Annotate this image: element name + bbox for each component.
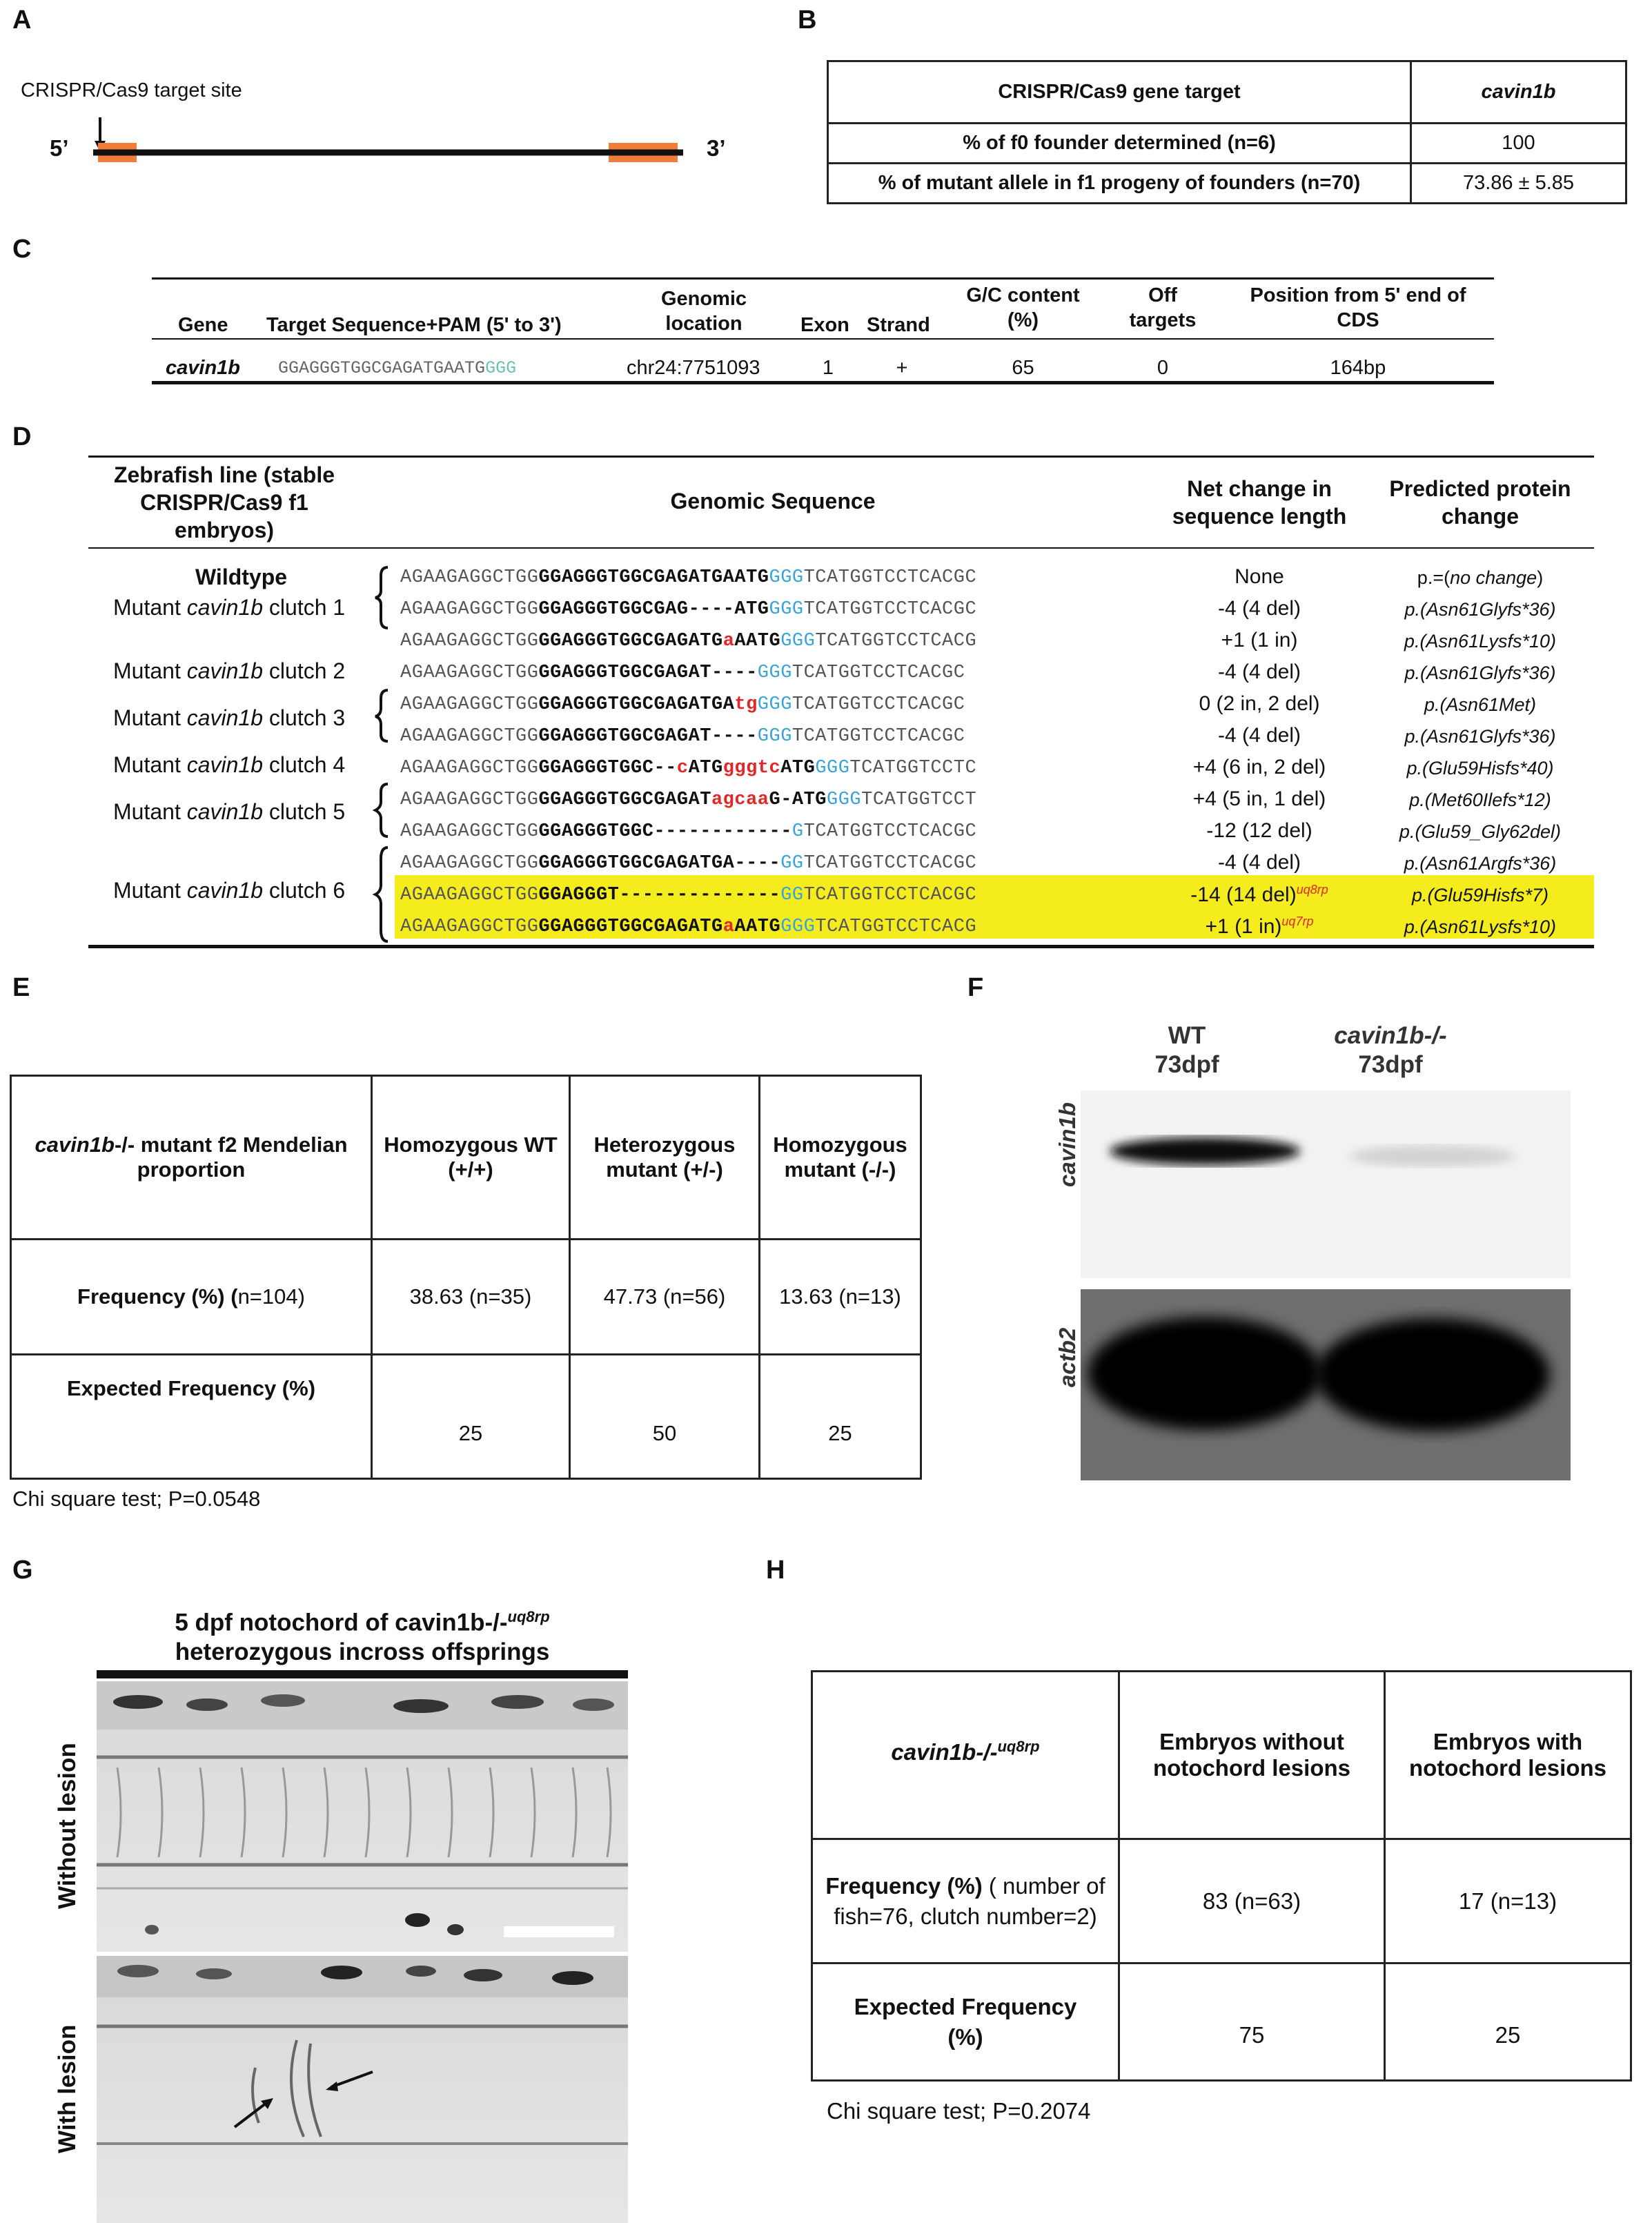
sequence-segment: AGAAGAGGCTGG: [400, 758, 539, 778]
panel-label-d: D: [12, 422, 32, 451]
lesion-expected-without: 75: [1119, 1964, 1385, 2081]
founder-row-label: % of mutant allele in f1 progeny of founders (n=70): [828, 164, 1411, 204]
sequence-segment: GGAGGGTGGC------------: [538, 821, 792, 842]
target-site-label: CRISPR/Cas9 target site: [21, 79, 242, 101]
sequence-segment: GGAGGGTGGCGAG----ATG: [538, 599, 769, 620]
sequence-segment: agcaa: [711, 790, 769, 810]
sequence-segment: TCATGGTCCTCACG: [815, 917, 977, 937]
mendelian-expected-wt: 25: [372, 1355, 570, 1479]
band-cavin1b-mutant: [1350, 1146, 1515, 1166]
net-change-cell: -4 (4 del): [1217, 724, 1301, 747]
three-prime-label: 3’: [707, 135, 726, 161]
sequence-segment: GGAGGGTGGCGAGATG: [538, 917, 723, 937]
founder-row-label: % of f0 founder determined (n=6): [828, 124, 1411, 164]
net-change-cell: -4 (4 del): [1217, 851, 1301, 874]
sequence-segment: GGG: [757, 663, 792, 683]
panel-label-c: C: [12, 235, 32, 264]
panel-label-h: H: [766, 1556, 785, 1585]
micrograph-without-lesion: [97, 1681, 628, 1952]
sequence-segment: AGAAGAGGCTGG: [400, 790, 539, 810]
sequence-segment: GGAGGGTGGCGAGATGAATG: [538, 567, 769, 588]
lesion-table: [811, 1670, 1632, 2082]
sequence-segment: gggtc: [722, 758, 781, 778]
exon-cell: 1: [822, 357, 834, 379]
sequence-row: [400, 599, 976, 620]
mendelian-freq-label: Frequency (%) (n=104): [11, 1240, 372, 1355]
sequence-row: [400, 917, 976, 937]
sequence-row: [400, 631, 976, 652]
sequence-segment: AGAAGAGGCTGG: [400, 726, 539, 747]
gene-cell: cavin1b: [166, 357, 240, 379]
target-sequence-cell: [278, 358, 516, 378]
sequence-segment: TCATGGTCCTCACGC: [803, 599, 977, 620]
sequence-segment: GGAGGGTGGCGAGAT----: [538, 663, 758, 683]
allele-superscript: uq7rp: [1281, 914, 1314, 928]
scale-bar: [504, 1926, 614, 1937]
founder-header-gene: cavin1b: [1411, 61, 1626, 124]
label-without-lesion: Without lesion: [54, 1743, 81, 1909]
panel-label-e: E: [12, 973, 30, 1002]
sequence-segment: GGAGGGTGGCGAGATGA: [538, 694, 735, 715]
five-prime-label: 5’: [50, 135, 69, 161]
sequence-segment: AGAAGAGGCTGG: [400, 885, 539, 905]
sequence-segment: TCATGGTCCTCACGC: [803, 567, 977, 588]
gel-label-cavin1b: cavin1b: [1054, 1102, 1080, 1187]
col-gene-header: Gene: [178, 314, 228, 336]
lesion-freq-with: 17 (n=13): [1385, 1839, 1631, 1964]
sequence-segment: tg: [734, 694, 758, 715]
net-change-cell: +4 (6 in, 2 del): [1192, 756, 1326, 778]
lesion-expected-label: Expected Frequency (%): [812, 1964, 1119, 2081]
sequence-row: [400, 663, 965, 683]
sequence-segment: AGAAGAGGCTGG: [400, 567, 539, 588]
net-change-cell: 0 (2 in, 2 del): [1199, 692, 1320, 715]
gc-cell: 65: [1012, 357, 1034, 379]
brace-clutch-3: [375, 690, 388, 741]
mendelian-expected-hom: 25: [760, 1355, 921, 1479]
group-clutch-3: Mutant cavin1b clutch 3: [113, 705, 346, 730]
sequence-segment: GGG: [780, 631, 816, 652]
net-change-cell: +1 (1 in): [1221, 629, 1298, 652]
mendelian-header-hom: Homozygous mutant (-/-): [760, 1076, 921, 1240]
sequence-segment: AGAAGAGGCTGG: [400, 917, 539, 937]
sequence-row: [400, 567, 976, 588]
sequence-row: [400, 758, 976, 778]
founder-row-value: 100: [1411, 124, 1626, 164]
gel-label-actb2: actb2: [1054, 1327, 1080, 1387]
sequence-segment: AATG: [734, 631, 781, 652]
group-clutch-5: Mutant cavin1b clutch 5: [113, 799, 346, 824]
panel-label-f: F: [967, 973, 984, 1002]
label-with-lesion: With lesion: [54, 2024, 81, 2153]
group-clutch-6: Mutant cavin1b clutch 6: [113, 878, 346, 903]
sequence-segment: GGAGGGT--------------: [538, 885, 781, 905]
lesion-header-genotype: cavin1b-/-$^{uq8rp}$: [812, 1672, 1119, 1839]
col-sequence-header: Genomic Sequence: [670, 489, 876, 513]
net-change-cell: None: [1235, 565, 1284, 588]
col-strand-header: Strand: [867, 314, 930, 336]
sequence-segment: GGAGGGTGGC--: [538, 758, 677, 778]
sequence-segment: GG: [780, 885, 804, 905]
sequence-segment: AGAAGAGGCTGG: [400, 599, 539, 620]
mendelian-header-het: Heterozygous mutant (+/-): [570, 1076, 760, 1240]
sequence-segment: G: [791, 821, 804, 842]
col-exon-header: Exon: [800, 314, 849, 336]
sequence-segment: GGAGGGTGGCGAGAT----: [538, 726, 758, 747]
protein-change-cell: p.(Glu59_Gly62del): [1399, 821, 1562, 842]
col-gc-header: G/C content (%): [966, 284, 1080, 331]
sequence-segment: GG: [780, 853, 804, 874]
group-braces: [373, 565, 393, 951]
protein-change-cell: p.(Glu59Hisfs*7): [1411, 885, 1549, 905]
band-actb2-mutant: [1315, 1318, 1550, 1431]
net-change-cell: -4 (4 del): [1217, 597, 1301, 620]
sequence-segment: ATG: [688, 758, 723, 778]
founder-table: [827, 60, 1627, 204]
sequence-segment: a: [722, 917, 735, 937]
panel-label-g: G: [12, 1556, 33, 1585]
sequence-segment: AATG: [734, 917, 781, 937]
protein-change-cell: p.(Asn61Lysfs*10): [1404, 917, 1557, 937]
table-d-top-rule: [88, 456, 1594, 458]
mendelian-footnote: Chi square test; P=0.0548: [12, 1487, 261, 1511]
sequence-segment: ATG: [780, 758, 816, 778]
protein-change-cell: p.(Asn61Lysfs*10): [1404, 631, 1557, 652]
founder-row-value: 73.86 ± 5.85: [1411, 164, 1626, 204]
sequence-segment: AGAAGAGGCTGG: [400, 821, 539, 842]
group-wildtype: Wildtype: [195, 565, 288, 589]
col-net-header: Net change in sequence length: [1172, 476, 1347, 529]
notochord-micrograph: [97, 1681, 628, 2223]
band-actb2-wt: [1088, 1317, 1322, 1430]
net-change-cell: +1 (1 in)$^{uq7rp}$: [1205, 914, 1314, 938]
lane-mutant-label: cavin1b-/- 73dpf: [1334, 1022, 1447, 1078]
target-sequence: GGAGGGTGGCGAGATGAATG: [278, 358, 486, 378]
mendelian-freq-hom: 13.63 (n=13): [760, 1240, 921, 1355]
panel-label-a: A: [12, 6, 32, 35]
sequence-row: [400, 853, 976, 874]
net-change-cell: -12 (12 del): [1206, 819, 1312, 842]
notochord-title-rule: [97, 1670, 628, 1678]
sequence-segment: TCATGGTCCTCACGC: [791, 663, 965, 683]
pam-sequence: GGG: [485, 358, 517, 378]
brace-clutch-5: [375, 784, 388, 836]
sequence-segment: GGG: [769, 599, 804, 620]
sequence-segment: AGAAGAGGCTGG: [400, 631, 539, 652]
sequence-segment: TCATGGTCCTC: [849, 758, 977, 778]
mendelian-header-wt: Homozygous WT (+/+): [372, 1076, 570, 1240]
col-target-header: Target Sequence+PAM (5' to 3'): [266, 314, 562, 336]
position-cell: 164bp: [1330, 357, 1386, 379]
net-change-cell: -4 (4 del): [1217, 660, 1301, 683]
sequence-row: [400, 694, 965, 715]
sequence-segment: TCATGGTCCTCACGC: [803, 853, 977, 874]
sequence-segment: TCATGGTCCT: [861, 790, 977, 810]
protein-change-cell: p.(Asn61Argfs*36): [1404, 853, 1557, 874]
sequence-segment: c: [676, 758, 689, 778]
strand-cell: +: [896, 357, 908, 379]
protein-change-cell: p.(Asn61Glyfs*36): [1404, 726, 1556, 747]
protein-change-cell: p.(Asn61Met): [1424, 694, 1537, 715]
sequence-segment: AGAAGAGGCTGG: [400, 663, 539, 683]
net-change-cell: -14 (14 del)$^{uq8rp}$: [1190, 883, 1328, 906]
mendelian-table: [10, 1075, 922, 1480]
micrograph-with-lesion: [97, 1956, 628, 2223]
sequence-segment: AGAAGAGGCTGG: [400, 853, 539, 874]
sequence-segment: TCATGGTCCTCACGC: [791, 726, 965, 747]
sequence-segment: GGG: [769, 567, 804, 588]
brace-clutch-6: [375, 848, 388, 941]
gene-diagram: [41, 110, 731, 173]
location-cell: chr24:7751093: [627, 357, 760, 379]
mendelian-header-label: cavin1b-/- mutant f2 Mendelian proportion: [11, 1076, 372, 1240]
sequence-segment: TCATGGTCCTCACGC: [803, 821, 977, 842]
net-change-cell: +4 (5 in, 1 del): [1192, 787, 1326, 810]
table-c-bottom-rule: [152, 381, 1494, 384]
table-c-top-rule: [152, 277, 1494, 280]
sequence-segment: AGAAGAGGCTGG: [400, 694, 539, 715]
lesion-header-with: Embryos with notochord lesions: [1385, 1672, 1631, 1839]
mendelian-freq-wt: 38.63 (n=35): [372, 1240, 570, 1355]
lesion-expected-with: 25: [1385, 1964, 1631, 2081]
protein-change-cell: p.(Asn61Glyfs*36): [1404, 599, 1556, 620]
sequence-segment: GGG: [827, 790, 862, 810]
table-d-bottom-rule: [88, 945, 1594, 948]
mendelian-freq-het: 47.73 (n=56): [570, 1240, 760, 1355]
gel-top-background: [1081, 1090, 1571, 1278]
panel-label-b: B: [798, 6, 817, 35]
sequence-row: [400, 790, 976, 810]
sequence-segment: TCATGGTCCTCACGC: [803, 885, 977, 905]
lesion-header-without: Embryos without notochord lesions: [1119, 1672, 1385, 1839]
col-position-header: Position from 5' end of CDS: [1250, 284, 1466, 331]
sequence-segment: TCATGGTCCTCACG: [815, 631, 977, 652]
col-protein-header: Predicted protein change: [1389, 476, 1571, 529]
protein-change-cell: p.(Asn61Glyfs*36): [1404, 663, 1556, 683]
protein-change-cell: p.(Met60Ilefs*12): [1409, 790, 1551, 810]
allele-superscript: uq8rp: [1296, 883, 1328, 897]
col-line-header: Zebrafish line (stable CRISPR/Cas9 f1 embryos): [113, 462, 335, 542]
protein-change-cell: p.(Glu59Hisfs*40): [1406, 758, 1554, 778]
sequence-segment: a: [722, 631, 735, 652]
sequence-segment: GGG: [757, 726, 792, 747]
sequence-segment: GGG: [757, 694, 792, 715]
sequence-segment: GGG: [780, 917, 816, 937]
table-d-mid-rule: [88, 547, 1594, 549]
sequence-row: [400, 821, 976, 842]
lesion-freq-label: Frequency (%) ( number of fish=76, clutch number=2): [812, 1839, 1119, 1964]
mendelian-expected-label: Expected Frequency (%): [11, 1355, 372, 1479]
group-clutch-1: Mutant cavin1b clutch 1: [113, 595, 346, 620]
protein-change-cell: p.=(no change): [1417, 567, 1544, 588]
sequence-segment: TCATGGTCCTCACGC: [791, 694, 965, 715]
notochord-title: 5 dpf notochord of cavin1b-/-$^{uq8rp}$ heterozygous incross offsprings: [175, 1608, 550, 1665]
sequence-segment: GGG: [815, 758, 850, 778]
brace-clutch-1: [375, 567, 388, 628]
sequence-segment: GGAGGGTGGCGAGAT: [538, 790, 711, 810]
sequence-segment: GGAGGGTGGCGAGATG: [538, 631, 723, 652]
sequence-segment: G-ATG: [769, 790, 827, 810]
lesion-freq-without: 83 (n=63): [1119, 1839, 1385, 1964]
off-cell: 0: [1157, 357, 1169, 379]
sequence-row: [400, 726, 965, 747]
gel-image: [1081, 1090, 1571, 1480]
founder-header-target: CRISPR/Cas9 gene target: [828, 61, 1411, 124]
mendelian-expected-het: 50: [570, 1355, 760, 1479]
table-c-mid-rule: [152, 338, 1494, 340]
lesion-footnote: Chi square test; P=0.2074: [827, 2098, 1091, 2124]
band-cavin1b-wt: [1110, 1137, 1300, 1165]
col-location-header: Genomic location: [660, 288, 747, 335]
sequence-row: [400, 885, 976, 905]
col-off-header: Off targets: [1129, 284, 1197, 331]
sequence-segment: GGAGGGTGGCGAGATGA----: [538, 853, 781, 874]
lane-wt-label: WT 73dpf: [1154, 1022, 1219, 1078]
group-clutch-4: Mutant cavin1b clutch 4: [113, 752, 346, 777]
group-clutch-2: Mutant cavin1b clutch 2: [113, 658, 346, 683]
